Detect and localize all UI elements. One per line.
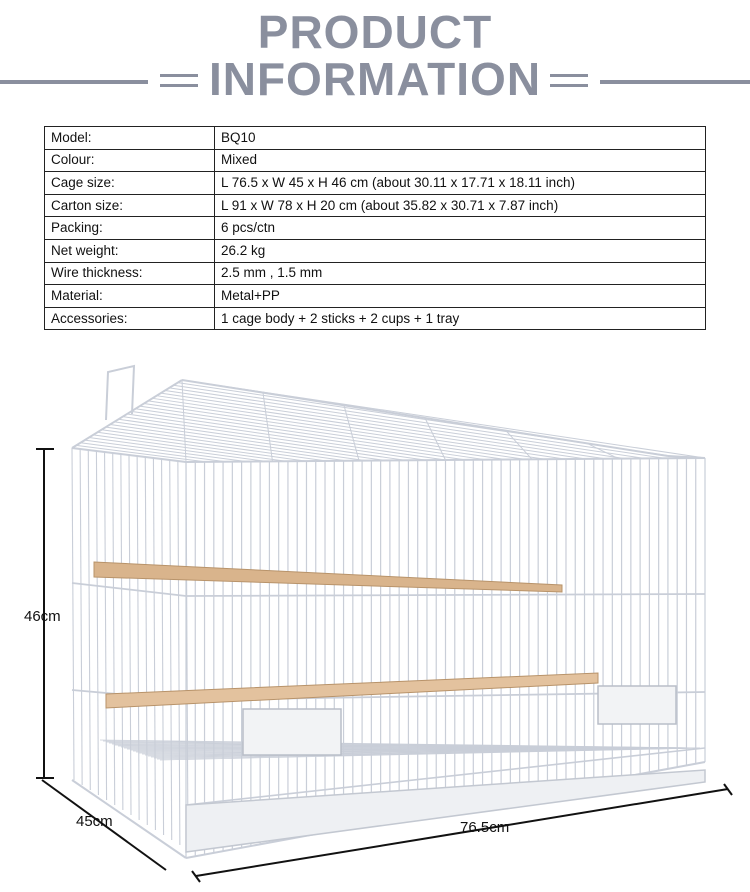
side-wire [162,459,164,835]
table-row [45,172,706,195]
roof-wire [178,383,685,459]
spec-value: Metal+PP [215,285,706,308]
title-information: INFORMATION [208,53,542,105]
side-wire [96,451,98,795]
width-label: 45cm [76,813,113,830]
spec-value: 26.2 kg [215,239,706,262]
spec-value: 1 cage body + 2 sticks + 2 cups + 1 tray [215,307,706,330]
length-label: 76.5cm [460,819,510,836]
spec-value: L 91 x W 78 x H 20 cm (about 35.82 x 30.71 x 7.87 inch) [215,194,706,217]
mid-rail-front [186,594,705,596]
spec-value: L 76.5 x W 45 x H 46 cm (about 30.11 x 17.71 x 18.11 inch) [215,172,706,195]
spec-label: Packing: [45,217,215,240]
side-wire [113,453,115,805]
right-dash-bottom [550,84,588,87]
roof-wire [182,380,705,458]
table-row [45,127,706,150]
side-wire [121,454,123,810]
spec-label: Model: [45,127,215,150]
table-row [45,307,706,330]
roof-wire [119,419,406,460]
right-rule [600,80,750,84]
side-wire [137,456,139,820]
table-row [45,262,706,285]
table-row [45,239,706,262]
spec-value: 6 pcs/ctn [215,217,706,240]
lower-perch [106,673,598,708]
table-row [45,194,706,217]
feed-cup-left [243,709,341,755]
bird-cage-photo [0,345,750,892]
spec-value: Mixed [215,149,706,172]
roof-wire [161,393,605,459]
spec-label: Net weight: [45,239,215,262]
spec-label: Cage size: [45,172,215,195]
table-row [45,149,706,172]
side-wire [153,458,155,830]
height-label: 46cm [24,608,61,625]
spec-value: 2.5 mm , 1.5 mm [215,262,706,285]
title-product: PRODUCT [257,6,493,58]
spec-value: BQ10 [215,127,706,150]
side-wire [105,452,107,800]
spec-label: Wire thickness: [45,262,215,285]
spec-label: Accessories: [45,307,215,330]
roof-wire [114,422,385,461]
side-wire [129,455,131,815]
spec-label: Carton size: [45,194,215,217]
feed-cup-right [598,686,676,724]
side-wire [72,448,74,780]
table-row [45,217,706,240]
title-row [0,52,750,106]
right-dash-top [550,74,588,77]
spec-label: Colour: [45,149,215,172]
side-wire [88,450,90,790]
side-wire [170,460,172,840]
table-row [45,285,706,308]
side-wire [80,449,82,785]
spec-label: Material: [45,285,215,308]
side-wire [178,461,180,845]
side-wire [145,457,147,825]
spec-table [44,126,706,330]
